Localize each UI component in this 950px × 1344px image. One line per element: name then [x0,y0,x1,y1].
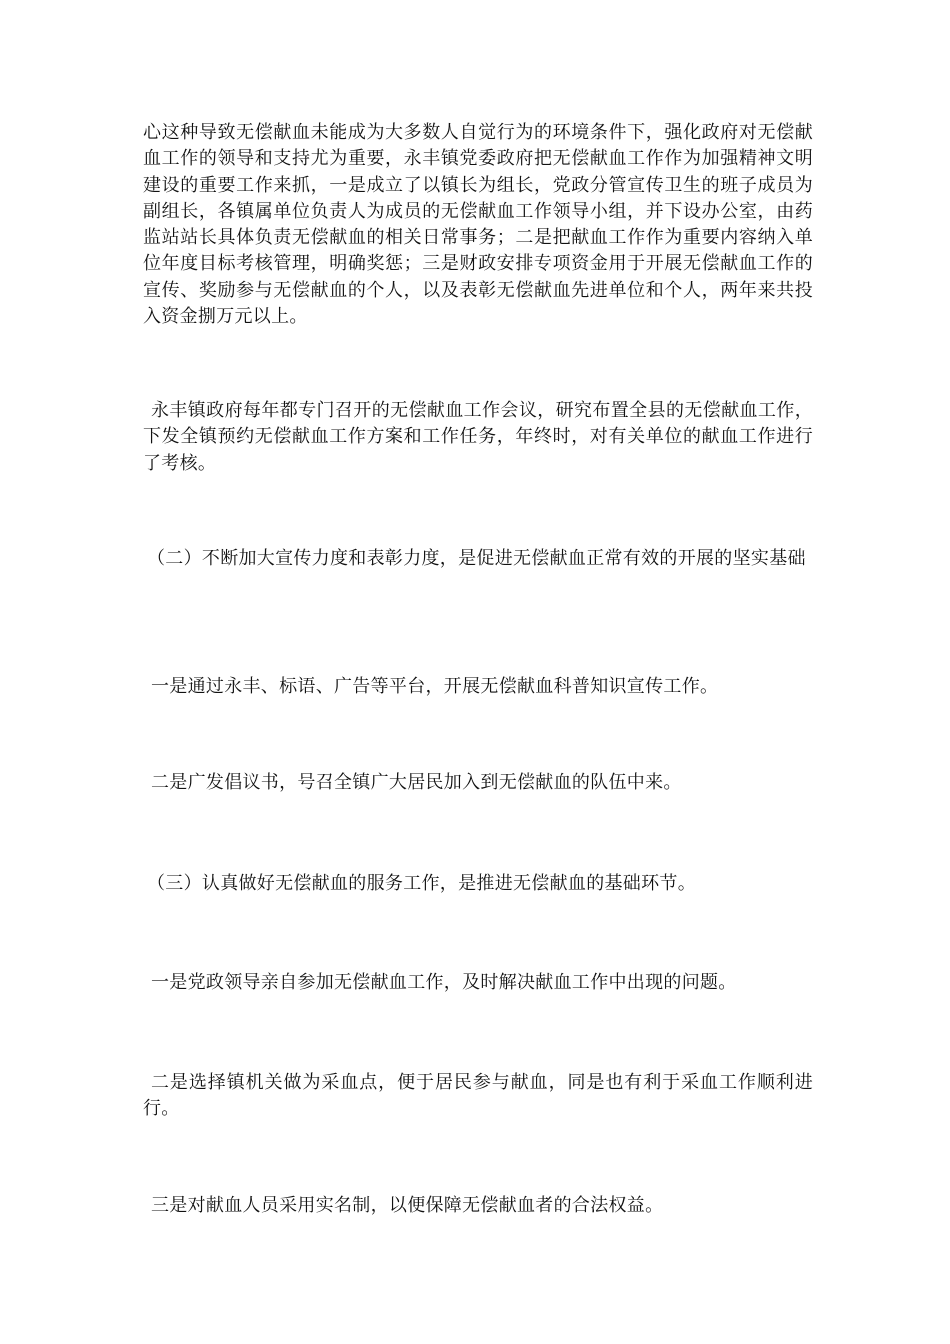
paragraph-publicity-platforms: 一是通过永丰、标语、广告等平台，开展无偿献血科普知识宣传工作。 [151,676,719,697]
paragraph-proposal-letters: 二是广发倡议书，号召全镇广大居民加入到无偿献血的队伍中来。 [151,772,682,793]
paragraph-leadership-support: 心这种导致无偿献血未能成为大多数人自觉行为的环境条件下，强化政府对无偿献血工作的领导和支持尤为重要，永丰镇党委政府把无偿献血工作作为加强精神文明建设的重要工作来抓，一是成立了以镇长为组长，党政分管宣传卫生的班子成员为副组长，各镇属单位负责人为成员的无偿献血工作领导小组，并下设办公室，由药监站站长具体负责无偿献血的相关日常事务；二是把献血工作作为重要内容纳入单位年度目标考核管理，明确奖惩；三是财政安排专项资金用于开展无偿献血工作的宣传、奖励参与无偿献血的个人，以及表彰无偿献血先进单位和个人，两年来共投入资金捌万元以上。 [143,122,813,328]
paragraph-real-name-system: 三是对献血人员采用实名制，以便保障无偿献血者的合法权益。 [151,1195,664,1216]
section-heading-publicity: （二）不断加大宣传力度和表彰力度，是促进无偿献血正常有效的开展的坚实基础 [147,548,806,569]
paragraph-collection-point: 二是选择镇机关做为采血点，便于居民参与献血，同是也有利于采血工作顺利进行。 [143,1072,813,1120]
section-heading-service: （三）认真做好无偿献血的服务工作，是推进无偿献血的基础环节。 [147,873,696,894]
paragraph-leaders-participate: 一是党政领导亲自参加无偿献血工作，及时解决献血工作中出现的问题。 [151,972,737,993]
paragraph-annual-meeting: 永丰镇政府每年都专门召开的无偿献血工作会议，研究布置全县的无偿献血工作，下发全镇预约无偿献血工作方案和工作任务，年终时，对有关单位的献血工作进行了考核。 [143,400,813,474]
